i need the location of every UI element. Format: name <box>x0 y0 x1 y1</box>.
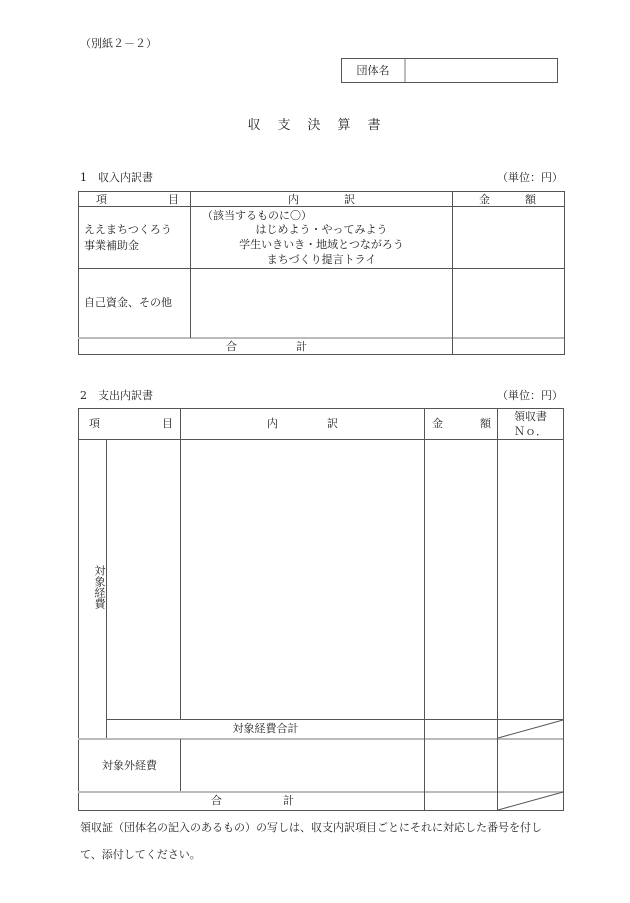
expense-non-eligible-receipt-field[interactable] <box>498 740 563 790</box>
expense-col-receipt-line1: 領収書 <box>514 410 547 423</box>
expense-eligible-subtotal-amount[interactable] <box>425 720 496 737</box>
expense-col-detail-b: 訳 <box>327 417 338 430</box>
income-item-own-funds: 自己資金、その他 <box>84 296 172 309</box>
expense-eligible-subtotal-label: 対象経費合計 <box>232 722 299 735</box>
income-col-item-b: 目 <box>168 193 179 206</box>
income-section-title: 1 収入内訳書 <box>80 171 153 184</box>
income-col-detail-b: 訳 <box>344 193 355 206</box>
income-col-amount-b: 額 <box>525 193 536 206</box>
expense-unit: （単位：円） <box>497 389 563 402</box>
diagonal-slash-icon <box>498 791 564 811</box>
income-detail-option-2[interactable]: 学生いきいき・地域とつながろう <box>239 238 404 251</box>
expense-col-item-b: 目 <box>162 417 173 430</box>
expense-total-amount[interactable] <box>425 793 496 810</box>
expense-col-amount-a: 金 <box>432 417 443 430</box>
income-total-label-a: 合 <box>226 340 237 353</box>
income-amount-subsidy[interactable] <box>453 207 563 267</box>
expense-col-item-a: 項 <box>89 417 100 430</box>
expense-non-eligible-detail-field[interactable] <box>181 740 423 790</box>
attachment-label: （別紙２－２） <box>80 37 157 50</box>
expense-eligible-label: 対象経費 <box>93 565 106 609</box>
page-title: 収 支 決 算 書 <box>247 118 383 133</box>
expense-non-eligible-label: 対象外経費 <box>102 759 157 772</box>
org-name-field[interactable] <box>406 59 557 82</box>
org-name-label: 団体名 <box>356 64 390 77</box>
income-total-label-b: 計 <box>296 340 307 353</box>
expense-eligible-item-field[interactable] <box>107 440 179 718</box>
income-col-amount-a: 金 <box>479 193 490 206</box>
expense-eligible-receipt-field[interactable] <box>498 440 563 718</box>
income-total-amount[interactable] <box>453 339 563 354</box>
expense-col-detail-a: 内 <box>267 417 278 430</box>
income-detail-option-3[interactable]: まちづくり提言トライ <box>266 253 377 266</box>
expense-col-amount-b: 額 <box>480 417 491 430</box>
expense-eligible-detail-field[interactable] <box>181 440 423 718</box>
expense-section-title: 2 支出内訳書 <box>80 389 153 402</box>
income-detail-option-1[interactable]: はじめよう・やってみよう <box>255 223 388 236</box>
income-unit: （単位：円） <box>497 171 563 184</box>
org-name-box <box>341 58 558 83</box>
footer-note-line1: 領収証（団体名の記入のあるもの）の写しは、収支内訳項目ごとにそれに対応した番号を付し <box>80 821 542 834</box>
expense-eligible-amount-field[interactable] <box>425 440 496 718</box>
income-amount-own-funds[interactable] <box>453 269 563 336</box>
income-item-subsidy-line1: ええまちつくろう <box>84 223 172 236</box>
income-col-detail-a: 内 <box>288 193 299 206</box>
expense-non-eligible-amount-field[interactable] <box>425 740 496 790</box>
income-item-subsidy-line2: 事業補助金 <box>84 239 139 252</box>
expense-col-receipt-line2: Ｎｏ． <box>514 425 547 438</box>
income-col-item-a: 項 <box>96 193 107 206</box>
income-detail-note: （該当するものに〇） <box>202 209 312 222</box>
expense-total-label-b: 計 <box>283 794 294 807</box>
diagonal-slash-icon <box>498 719 564 739</box>
footer-note-line2: て、添付してください。 <box>80 848 201 861</box>
expense-total-label-a: 合 <box>211 794 222 807</box>
income-detail-own-funds[interactable] <box>191 269 451 336</box>
